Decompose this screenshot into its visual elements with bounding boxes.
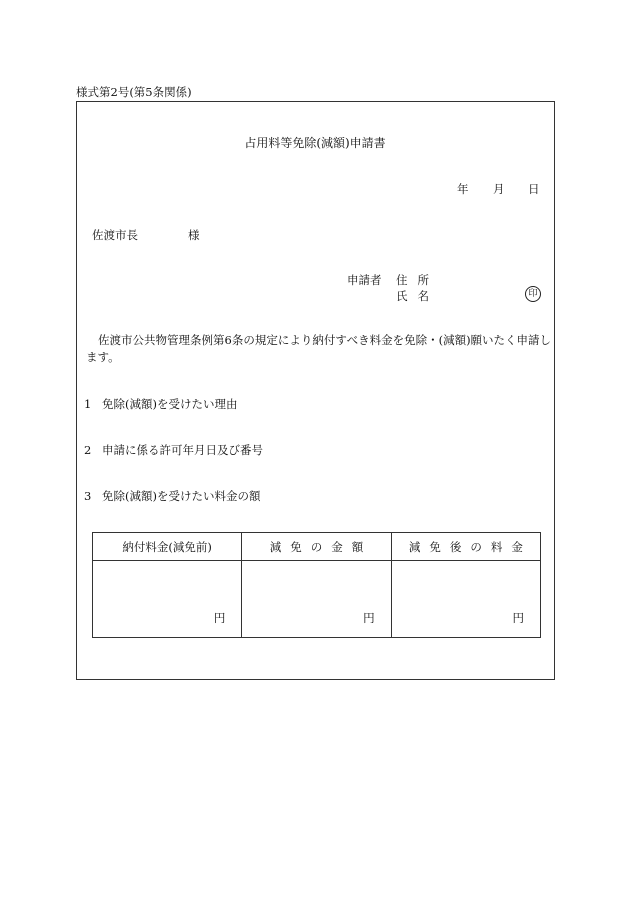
yen-unit: 円 [213, 611, 226, 625]
header-fee-after [391, 533, 540, 561]
addressee-name: 佐渡市長 [92, 228, 138, 242]
list-item [84, 396, 237, 412]
item-text: 申請に係る許可年月日及び番号 [102, 443, 263, 457]
list-item [84, 488, 260, 504]
yen-unit: 円 [512, 611, 524, 625]
date-month: 月 [493, 182, 505, 196]
seal-mark: 印 [525, 286, 541, 302]
fee-table [92, 532, 541, 638]
header-reduction-amount-text: 減免の金額 [269, 539, 373, 554]
date-day: 日 [528, 182, 540, 196]
item-number: 1 [84, 397, 92, 411]
item-number: 2 [84, 443, 92, 457]
cell-fee-before[interactable] [93, 561, 242, 638]
header-fee-after-text: 減免後の料金 [408, 539, 532, 554]
name-label: 氏名 [396, 289, 439, 303]
date-year: 年 [457, 182, 469, 196]
cell-reduction-amount[interactable] [242, 561, 391, 638]
item-text: 免除(減額)を受けたい料金の額 [102, 489, 261, 503]
table-header-row [93, 533, 541, 561]
yen-unit: 円 [363, 611, 375, 625]
addressee-honorific: 様 [188, 228, 200, 242]
item-text: 免除(減額)を受けたい理由 [102, 397, 238, 411]
table-row [93, 561, 541, 638]
list-item [84, 442, 263, 458]
document-title: 占用料等免除(減額)申請書 [244, 136, 386, 150]
item-number: 3 [84, 489, 92, 503]
header-reduction-amount [242, 533, 391, 561]
form-number-label: 様式第2号(第5条関係) [76, 85, 192, 99]
header-fee-before: 納付料金(減免前) [93, 533, 242, 561]
body-text: 佐渡市公共物管理条例第6条の規定により納付すべき料金を免除・(減額)願いたく申請します。 [86, 333, 552, 364]
applicant-label: 申請者 [347, 273, 382, 287]
address-label: 住所 [396, 273, 439, 287]
cell-fee-after[interactable] [391, 561, 540, 638]
